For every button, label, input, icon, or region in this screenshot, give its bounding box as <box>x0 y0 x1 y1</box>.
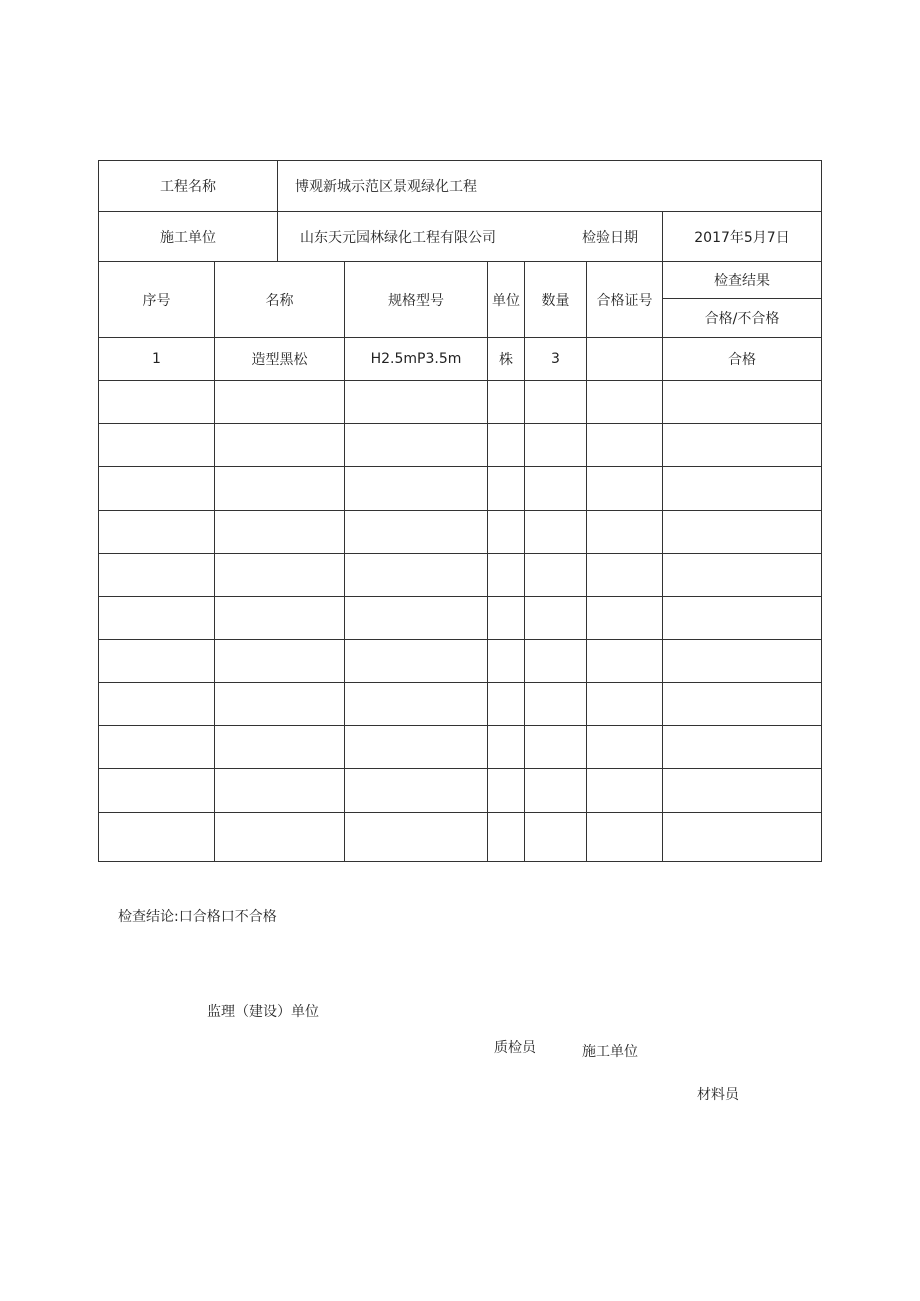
project-name-value: 博观新城示范区景观绿化工程 <box>295 179 477 195</box>
row-line <box>98 596 822 597</box>
contractor-label: 施工单位 <box>160 229 216 246</box>
row-line <box>98 682 822 683</box>
row-qty: 3 <box>551 351 560 367</box>
header-result-sub: 合格/不合格 <box>704 311 780 327</box>
row-spec: H2.5mP3.5m <box>370 351 462 367</box>
header-qty: 数量 <box>541 292 570 309</box>
quality-inspector: 质检员 <box>494 1040 536 1056</box>
inspection-date-value: 2017年5月7日 <box>694 229 790 246</box>
row-line <box>98 725 822 726</box>
header-seq: 序号 <box>142 292 171 309</box>
inspection-date-label: 检验日期 <box>582 229 638 246</box>
col-line <box>277 160 278 261</box>
header-unit: 单位 <box>492 292 520 309</box>
row-line <box>98 553 822 554</box>
row-cert <box>587 338 662 380</box>
row-line <box>98 639 822 640</box>
row-line <box>98 380 822 381</box>
row-line <box>98 812 822 813</box>
contractor-value: 山东天元园林绿化工程有限公司 <box>300 229 496 246</box>
header-cert: 合格证号 <box>596 292 653 309</box>
row-seq: 1 <box>152 351 161 367</box>
row-unit: 株 <box>499 352 513 368</box>
header-spec: 规格型号 <box>388 292 444 309</box>
header-name: 名称 <box>265 292 294 309</box>
construction-unit: 施工单位 <box>582 1044 638 1060</box>
row-line <box>98 510 822 511</box>
table-border-bottom <box>98 861 822 862</box>
supervisor-unit: 监理（建设）单位 <box>207 1004 319 1020</box>
inspection-conclusion: 检查结论:口合格口不合格 <box>118 909 277 925</box>
row-line <box>98 423 822 424</box>
row-line <box>98 768 822 769</box>
row-name: 造型黑松 <box>251 352 308 368</box>
row-result: 合格 <box>728 352 756 368</box>
table-border-right <box>821 160 822 862</box>
row-line <box>98 466 822 467</box>
header-result: 检查结果 <box>714 273 770 289</box>
project-name-label: 工程名称 <box>160 179 216 195</box>
material-clerk: 材料员 <box>697 1087 739 1103</box>
